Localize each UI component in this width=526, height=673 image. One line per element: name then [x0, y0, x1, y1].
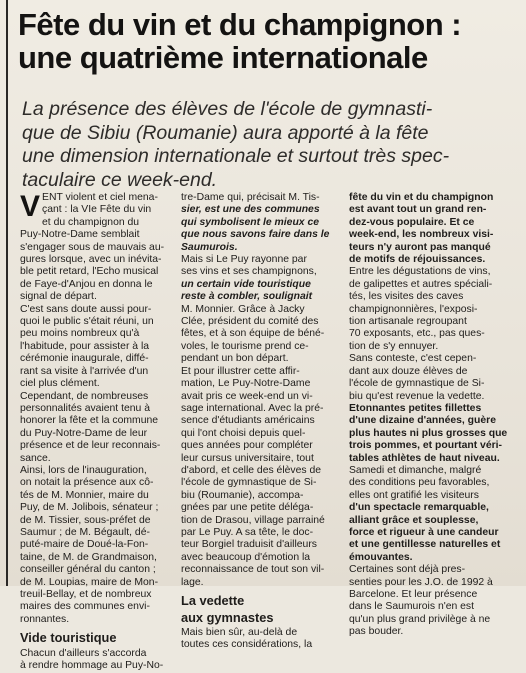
text-line: fêtes, et à son équipe de béné- [181, 328, 325, 340]
text-line: Puy-Notre-Dame semblait [20, 229, 140, 241]
text-line: des conditions peu favorables, [349, 477, 490, 489]
text-line: sage international. Avec la pré- [181, 402, 324, 414]
text-line: d'un spectacle remarquable, [349, 502, 489, 514]
text-line: on notait la présence aux cô- [20, 477, 154, 489]
text-line: Sans conteste, c'est cepen- [349, 353, 477, 365]
article-column-1 [20, 192, 175, 673]
paragraph [181, 627, 343, 652]
text-line: de Faye-d'Anjou en donna le [20, 278, 153, 290]
text-line: pas bouder. [349, 626, 404, 638]
paragraph [181, 254, 343, 366]
text-line: et du champignon du [42, 216, 140, 228]
text-line: tés de M. Monnier, maire du [20, 489, 149, 501]
text-line: maires des communes envi- [20, 601, 150, 613]
standfirst [22, 98, 518, 192]
text-line: elles ont gratifié les visiteurs [349, 489, 479, 501]
text-line: Clée, président du comité des [181, 316, 319, 328]
text-line: tion artisanale regroupant [349, 316, 467, 328]
text-line: ciel plus clément. [20, 378, 100, 390]
text-line: du Puy-Notre-Dame de leur [20, 427, 148, 439]
text-line: ble petit retard, l'Echo musical [20, 266, 159, 278]
text-line: ses vins et ses champignons, [181, 266, 317, 278]
text-line: trois pommes, et pourtant véri- [349, 440, 502, 452]
text-line: C'est sans doute aussi pour- [20, 303, 152, 315]
text-line: teurs n'y auront pas manqué [349, 241, 491, 253]
text-line: de M. Loupias, maire de Mon- [20, 576, 159, 588]
text-line: avait pris ce week-end un vi- [181, 390, 313, 402]
text-line: leur cursus universitaire, tout [181, 452, 314, 464]
text-line: reste à combler, soulignait [181, 291, 313, 303]
text-line: cérémonie inaugurale, diffé- [20, 353, 149, 365]
standfirst-line: que de Sibiu (Roumanie) aura apporté à la fête [22, 121, 429, 144]
text-line: est avant tout un grand ren- [349, 204, 487, 216]
text-line: de motifs de réjouissances. [349, 254, 486, 266]
text-line: rant sa visite à l'arrivée d'un [20, 365, 149, 377]
standfirst-line: La présence des élèves de l'école de gymnasti- [22, 98, 433, 120]
text-line: M. Monnier. Grâce à Jacky [181, 303, 305, 315]
column-rule [6, 0, 8, 586]
text-line: Samedi et dimanche, malgré [349, 464, 482, 476]
text-line: fête du vin et du champignon [349, 192, 494, 203]
text-line: et une gentillesse naturelles et [349, 539, 501, 551]
paragraph [181, 192, 343, 254]
text-line: peu moins nombreux qu'à [20, 328, 140, 340]
paragraph [20, 465, 175, 626]
text-line: de M. Tissier, sous-préfet de [20, 514, 151, 526]
text-line: sance. [20, 452, 51, 464]
text-line: par Le Puy. A sa tête, le doc- [181, 526, 314, 538]
paragraph [349, 465, 517, 564]
text-line: avec beaucoup d'émotion la [181, 551, 311, 563]
text-line: Chacun d'ailleurs s'accorda [20, 647, 147, 659]
subheading: La vedette [181, 593, 245, 608]
paragraph [349, 353, 517, 465]
text-line: lage. [181, 576, 204, 588]
text-line: pendant un bon départ. [181, 353, 289, 365]
paragraph [181, 366, 343, 589]
headline-line: une quatrième internationale [18, 40, 428, 75]
text-line: qui symbolisent le mieux ce [181, 216, 320, 228]
text-line: gnées par une petite déléga- [181, 502, 314, 514]
text-line: signal de départ. [20, 291, 97, 303]
text-line: qui l'ont choisi depuis quel- [181, 427, 306, 439]
text-line: plus hautes ni plus grosses que [349, 427, 508, 439]
paragraph [20, 304, 175, 391]
text-line: senties pour les J.O. de 1992 à [349, 576, 493, 588]
headline [18, 8, 518, 74]
paragraph [349, 192, 517, 353]
text-line: dans le Saumurois n'en est [349, 601, 475, 613]
text-line: Mais bien sûr, au-delà de [181, 627, 298, 638]
text-line: week-end, les nombreux visi- [349, 229, 494, 241]
text-line: conseiller général du canton ; [20, 564, 156, 576]
text-line: Etonnantes petites fillettes [349, 402, 482, 414]
text-line: émouvantes. [349, 551, 413, 563]
text-line: tés, les visites des caves [349, 291, 464, 303]
paragraph [20, 391, 175, 465]
text-line: alliant grâce et souplesse, [349, 514, 479, 526]
text-line: Puy, de M. Jolibois, sénateur ; [20, 502, 159, 514]
text-line: d'une dizaine d'années, guère [349, 415, 496, 427]
text-line: Saumur ; de M. Bégault, dé- [20, 526, 150, 538]
text-line: tre-Dame qui, précisait M. Tis- [181, 192, 320, 203]
subheading: aux gymnastes [181, 609, 274, 625]
text-line: que nous savons faire dans le [181, 229, 330, 241]
headline-line: Fête du vin et du champignon : [18, 7, 462, 42]
text-line: force et rigueur à une candeur [349, 526, 499, 538]
text-line: Certaines sont déjà pres- [349, 564, 466, 576]
text-line: de galipettes et autres spéciali- [349, 278, 493, 290]
text-line: mation, Le Puy-Notre-Dame [181, 378, 311, 390]
text-line: Saumurois. [181, 241, 238, 253]
text-line: ronnantes. [20, 613, 70, 625]
text-line: ques années pour compléter [181, 440, 313, 452]
text-line: teur Borgiel traduisit d'ailleurs [181, 539, 317, 551]
text-line: çant : la VIe Fête du vin [42, 204, 152, 216]
lead-paragraph [20, 192, 175, 229]
text-line: Mais si Le Puy rayonne par [181, 254, 307, 266]
paragraph [349, 564, 517, 638]
text-line: champignonnières, l'exposi- [349, 303, 478, 315]
text-line: tion de Drasou, village parrainé [181, 514, 325, 526]
text-line: d'abord, et celle des élèves de [181, 464, 322, 476]
text-line: tion de s'y ennuyer. [349, 340, 439, 352]
text-line: sence d'étudiants américains [181, 415, 315, 427]
text-line: Barcelone. Et leur présence [349, 589, 478, 600]
text-line: reconnaissance de tout son vil- [181, 564, 325, 576]
text-line: tables athlètes de haut niveau. [349, 452, 500, 464]
paragraph [20, 648, 175, 673]
text-line: qu'un plus grand privilège à ne [349, 613, 491, 625]
text-line: personnalités avaient tenu à [20, 402, 150, 414]
text-line: treuil-Bellay, et de nombreux [20, 589, 152, 600]
text-line: honorer la fête et la commune [20, 415, 159, 427]
text-line: taine, de M. de Grandmaison, [20, 551, 157, 563]
paragraph [20, 229, 175, 303]
standfirst-line: une dimension internationale et surtout très spec- [22, 145, 450, 167]
text-line: toutes ces considérations, la [181, 639, 313, 651]
text-line: biu qu'est revenue la vedette. [349, 390, 485, 402]
text-line: Entre les dégustations de vins, [349, 266, 491, 278]
text-line: quoi le public s'était réuni, un [20, 316, 154, 328]
text-line: sier, est une des communes [181, 204, 320, 216]
text-line: ENT violent et ciel mena- [42, 192, 158, 203]
text-line: puté-maire de Doué-la-Fon- [20, 539, 149, 551]
text-line: Ainsi, lors de l'inauguration, [20, 464, 147, 476]
text-line: à rendre hommage au Puy-No- [20, 660, 164, 672]
standfirst-line: taculaire ce week-end. [22, 168, 218, 191]
subheading: Vide touristique [20, 630, 117, 646]
text-line: gures lorsque, avec un inévita- [20, 254, 162, 266]
text-line: l'habitude, pour assister à la [20, 340, 150, 352]
text-line: l'école de gymnastique de Si- [181, 477, 317, 489]
drop-cap: V [20, 190, 41, 223]
article-column-2 [181, 192, 343, 652]
text-line: 70 exposants, etc., pas ques- [349, 328, 485, 340]
text-line: s'engager sous de mauvais au- [20, 241, 165, 253]
text-line: Et pour illustrer cette affir- [181, 365, 300, 377]
text-line: l'école de gymnastique de Si- [349, 378, 485, 390]
text-line: Cependant, de nombreuses [20, 390, 149, 402]
text-line: biu (Roumanie), accompa- [181, 489, 304, 501]
text-line: dant aux douze élèves de [349, 365, 468, 377]
article-column-3 [349, 192, 517, 639]
text-line: dez-vous populaire. Et ce [349, 216, 475, 228]
text-line: voles, le tourisme prend ce- [181, 340, 309, 352]
text-line: un certain vide touristique [181, 278, 311, 290]
text-line: présence et de leur reconnais- [20, 440, 161, 452]
